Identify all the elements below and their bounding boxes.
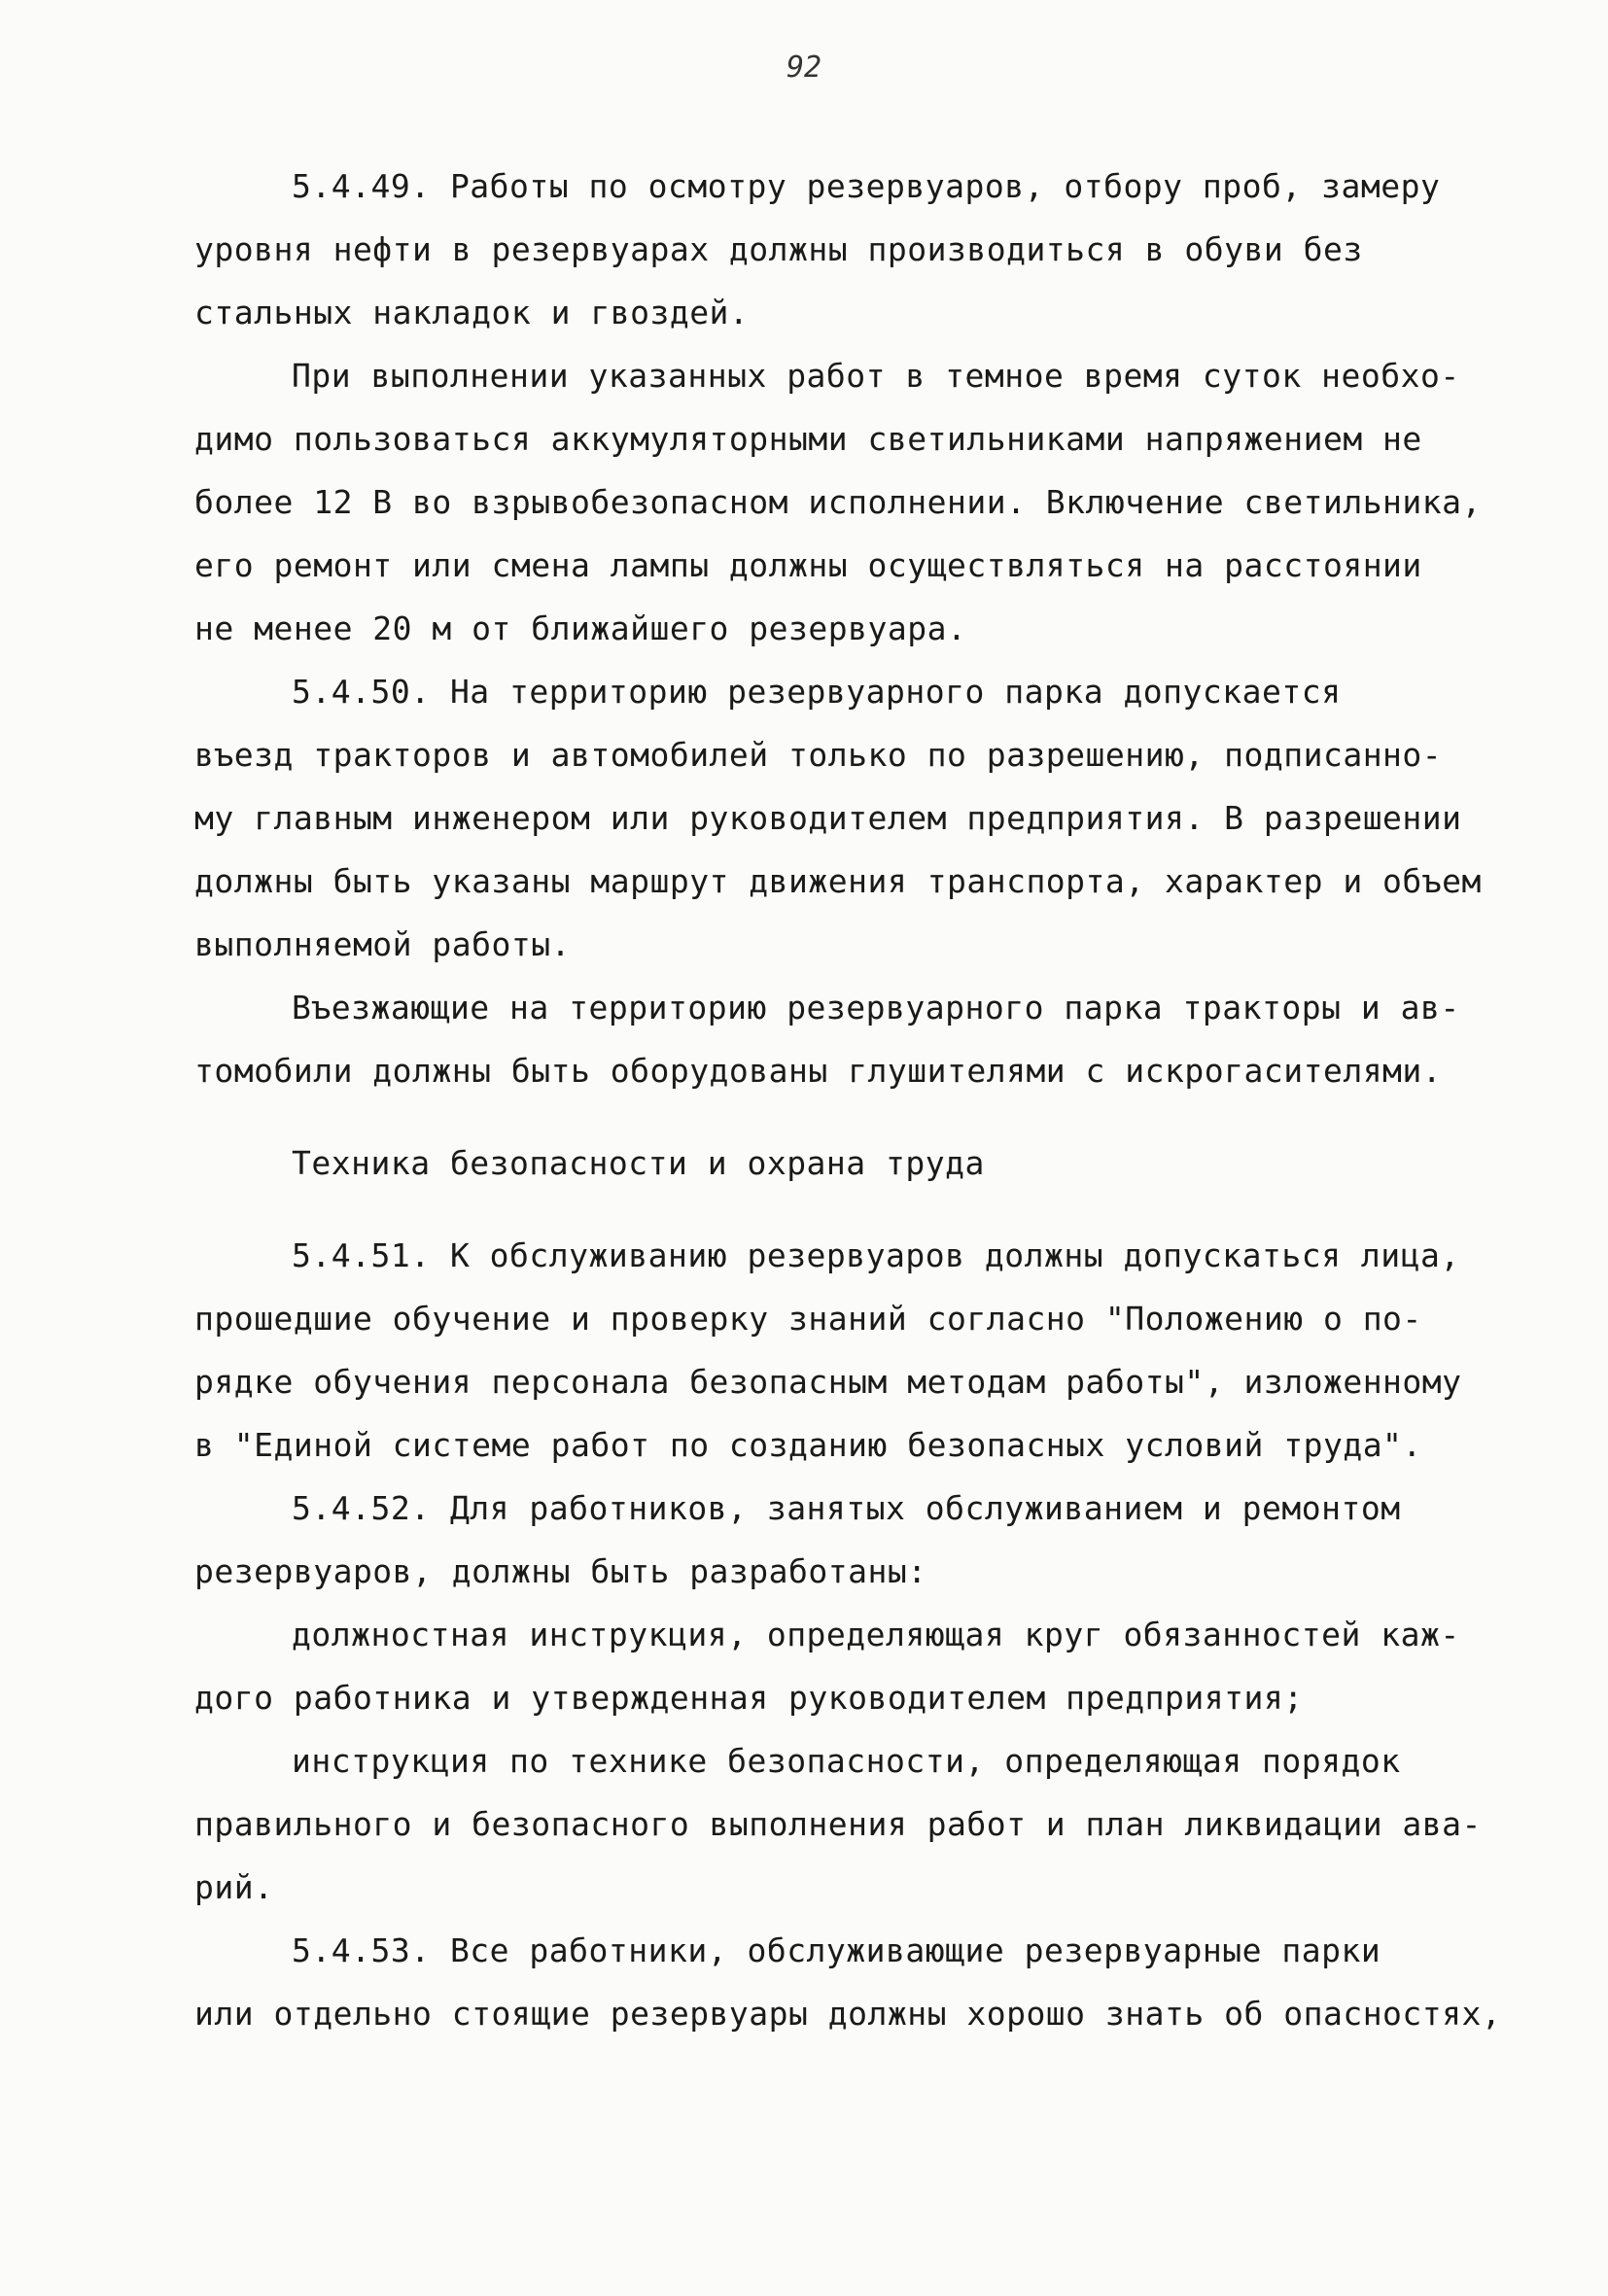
text-line: резервуаров, должны быть разработаны: xyxy=(194,1552,927,1590)
text-line: выполняемой работы. xyxy=(194,925,571,963)
text-line: томобили должны быть оборудованы глушителями с искрогасителями. xyxy=(194,1052,1443,1090)
text-line: прошедшие обучение и проверку знаний согласно "Положению о по- xyxy=(194,1300,1422,1338)
text-line: дого работника и утвержденная руководителем предприятия; xyxy=(194,1679,1304,1717)
text-line: рий. xyxy=(194,1868,274,1906)
text-line: димо пользоваться аккумуляторными светильниками напряжением не xyxy=(194,420,1422,458)
text-line: 5.4.52. Для работников, занятых обслуживанием и ремонтом xyxy=(292,1489,1401,1527)
text-line: более 12 В во взрывобезопасном исполнении. Включение светильника, xyxy=(194,483,1482,521)
text-line: или отдельно стоящие резервуары должны хорошо знать об опасностях, xyxy=(194,1995,1502,2033)
text-line: уровня нефти в резервуарах должны производиться в обуви без xyxy=(194,230,1363,268)
text-line: его ремонт или смена лампы должны осуществляться на расстоянии xyxy=(194,546,1422,584)
text-line: 5.4.50. На территорию резервуарного парка допускается xyxy=(292,673,1342,711)
text-line: правильного и безопасного выполнения работ и план ликвидации ава- xyxy=(194,1805,1482,1843)
text-line: не менее 20 м от ближайшего резервуара. xyxy=(194,609,967,647)
text-line: Въезжающие на территорию резервуарного парка тракторы и ав- xyxy=(292,989,1460,1026)
text-line: должностная инструкция, определяющая круг обязанностей каж- xyxy=(292,1616,1460,1653)
text-line: При выполнении указанных работ в темное время суток необхо- xyxy=(292,357,1460,395)
section-heading: Техника безопасности и охрана труда xyxy=(292,1144,985,1182)
text-line: 5.4.51. К обслуживанию резервуаров должны допускаться лица, xyxy=(292,1236,1460,1274)
text-line: должны быть указаны маршрут движения транспорта, характер и объем xyxy=(194,862,1482,900)
text-line: въезд тракторов и автомобилей только по разрешению, подписанно- xyxy=(194,736,1443,774)
text-line: инструкция по технике безопасности, определяющая порядок xyxy=(292,1742,1401,1780)
text-line: му главным инженером или руководителем предприятия. В разрешении xyxy=(194,799,1462,837)
text-line: рядке обучения персонала безопасным методам работы", изложенному xyxy=(194,1363,1462,1401)
text-line: в "Единой системе работ по созданию безопасных условий труда". xyxy=(194,1426,1422,1464)
page-number: 92 xyxy=(786,51,822,85)
text-line: стальных накладок и гвоздей. xyxy=(194,294,750,331)
text-line: 5.4.53. Все работники, обслуживающие резервуарные парки xyxy=(292,1931,1381,1969)
text-line: 5.4.49. Работы по осмотру резервуаров, отбору проб, замеру xyxy=(292,167,1441,205)
